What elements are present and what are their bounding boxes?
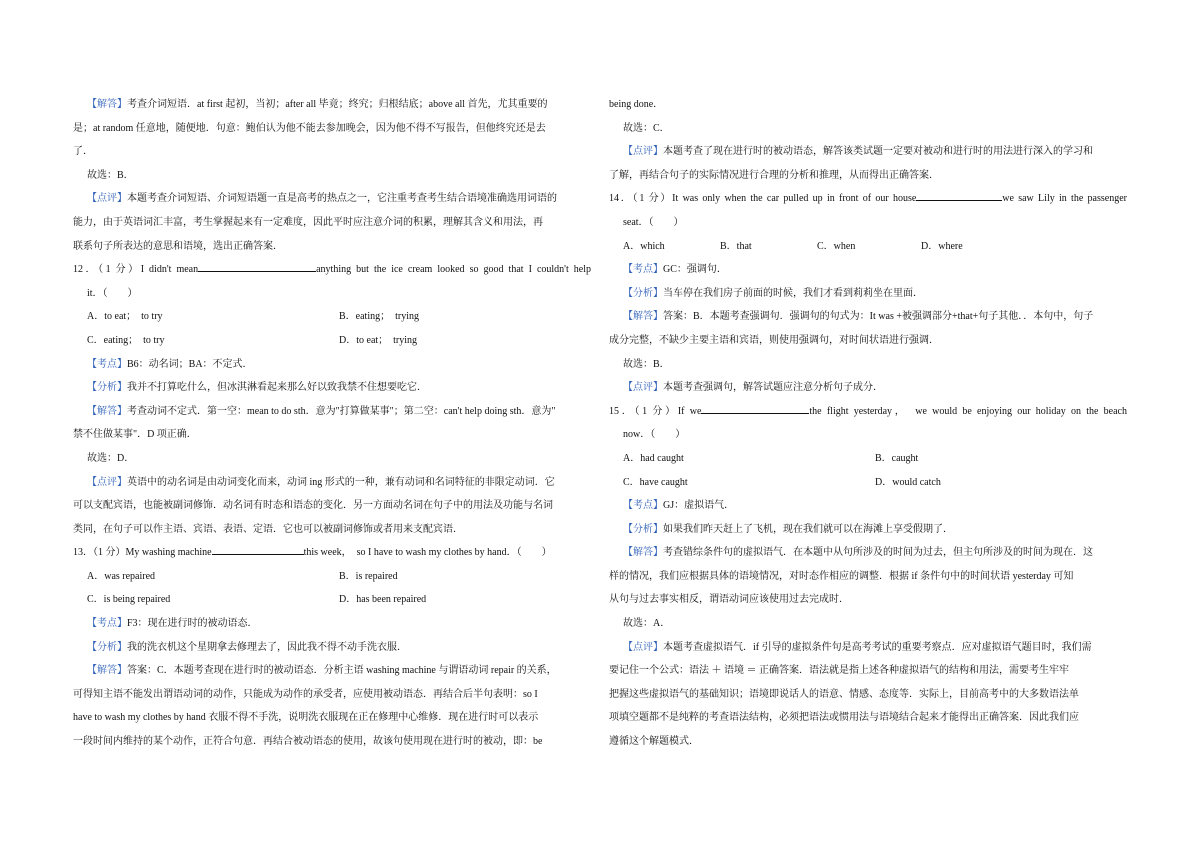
- q11-answer-line: 了．: [73, 146, 93, 158]
- option-b: B．caught: [875, 452, 919, 464]
- q14-stem-cont: seat．（ ）: [623, 216, 684, 228]
- answer-blank: [212, 542, 304, 555]
- left-column: [73, 93, 591, 754]
- option-d: D．has been repaired: [339, 594, 427, 606]
- point-tag: 【考点】: [87, 618, 127, 630]
- q15-comment: 【点评】本题考查虚拟语气．if 引导的虚拟条件句是高考考试的重要考察点．应对虚拟语气题目时，我们需: [623, 641, 1092, 653]
- q13-options-row: [73, 565, 591, 589]
- q11-answer-line: 是；at random 任意地，随便地．句意：鲍伯认为他不能去参加晚会，因为他不得不写报告，但他终究还是去: [73, 122, 546, 134]
- answer-blank: [916, 188, 1002, 201]
- q15-point: 【考点】GJ：虚拟语气．: [623, 500, 735, 512]
- q12-analysis: 【分析】我并不打算吃什么，但冰淇淋看起来那么好以致我禁不住想要吃它．: [87, 382, 427, 394]
- q12-comment-line: 类同，在句子可以作主语、宾语、表语、定语．它也可以被副词修饰或者用来支配宾语．: [73, 523, 463, 535]
- point-tag: 【考点】: [87, 358, 127, 370]
- q14-analysis: 【分析】当车停在我们房子前面的时候，我们才看到莉莉坐在里面．: [623, 287, 923, 299]
- q13-answer-line: 可得知主语不能发出谓语动词的动作，只能成为动作的承受者，应使用被动语态．再结合后半句表明：so I: [73, 688, 538, 700]
- q15-stem-cont: now．（ ）: [623, 429, 686, 441]
- q12-stem-cont: it．（ ）: [87, 287, 138, 299]
- point-tag: 【考点】: [623, 264, 663, 276]
- q13-answer-cont: being done．: [609, 99, 664, 110]
- comment-tag: 【点评】: [623, 382, 663, 394]
- q15-comment-line: 把握这些虚拟语气的基础知识；语境即说话人的语意、情感、态度等．实际上，目前高考中的大多数语法单: [609, 688, 1079, 700]
- answer-blank: [701, 401, 809, 414]
- q12-point: 【考点】B6：动名词；BA：不定式．: [87, 358, 253, 370]
- option-b: B．eating； trying: [339, 311, 419, 323]
- q15-answer: 【解答】考查错综条件句的虚拟语气．在本题中从句所涉及的时间为过去，但主句所涉及的时间为现在．这: [623, 547, 1093, 559]
- answer-tag: 【解答】: [87, 665, 127, 677]
- q14-comment: 【点评】本题考查强调句，解答试题应注意分析句子成分．: [623, 382, 883, 394]
- comment-tag: 【点评】: [623, 641, 663, 653]
- option-a: A．was repaired: [87, 570, 156, 582]
- q12-stem: 12．（1 分）I didn't mean anything but the ice cream looked so good that I couldn't help: [73, 258, 591, 282]
- option-a: A．which: [623, 240, 665, 252]
- q15-stem: 15．（1 分）If we the flight yesterday， we would be enjoying our holiday on the beach: [609, 400, 1127, 424]
- q12-comment-line: 可以支配宾语，也能被副词修饰．动名词有时态和语态的变化．另一方面动名词在句子中的用法及功能与名词: [73, 500, 553, 512]
- q12-options-row: [73, 305, 591, 329]
- option-d: D．where: [921, 240, 963, 252]
- q13-analysis: 【分析】我的洗衣机这个星期拿去修理去了，因此我不得不动手洗衣服．: [87, 641, 407, 653]
- option-a: A．had caught: [623, 452, 684, 464]
- q11-comment: 【点评】本题考查介词短语、介词短语题一直是高考的热点之一，它注重考查考生结合语境准确选用词语的: [87, 193, 557, 205]
- q15-conclusion: 故选：A．: [623, 618, 671, 630]
- q13-stem: 13．（1 分）My washing machine this week， so I have to wash my clothes by hand．（ ）: [73, 541, 591, 565]
- option-b: B．is repaired: [339, 570, 398, 582]
- q15-analysis: 【分析】如果我们昨天赶上了飞机，现在我们就可以在海滩上享受假期了．: [623, 523, 953, 535]
- q15-options-row: [609, 447, 1127, 471]
- q15-comment-line: 要记住一个公式：语法 ＋ 语境 ＝ 正确答案．语法就是指上述各种虚拟语气的结构和用法，需要考生牢牢: [609, 665, 1069, 677]
- q12-conclusion: 故选：D．: [87, 452, 135, 464]
- point-tag: 【考点】: [623, 500, 663, 512]
- option-c: C．is being repaired: [87, 594, 171, 606]
- q14-conclusion: 故选：B．: [623, 358, 670, 370]
- q13-answer-line: 一段时间内维持的某个动作，正符合句意．再结合被动语态的使用，故该句使用现在进行时的被动，即：be: [73, 736, 543, 748]
- option-c: C．eating； to try: [87, 334, 165, 346]
- analysis-tag: 【分析】: [623, 523, 663, 535]
- q12-answer-line: 禁不住做某事"．D 项正确．: [73, 429, 197, 441]
- q13-answer: 【解答】答案：C．本题考查现在进行时的被动语态．分析主语 washing machine 与谓语动词 repair 的关系，: [87, 665, 557, 677]
- q14-options-row: [609, 235, 1127, 259]
- answer-tag: 【解答】: [623, 547, 663, 559]
- q13-point: 【考点】F3：现在进行时的被动语态．: [87, 618, 258, 630]
- answer-tag: 【解答】: [87, 99, 127, 110]
- q15-answer-line: 从句与过去事实相反，谓语动词应该使用过去完成时．: [609, 594, 849, 606]
- q11-conclusion: 故选：B．: [87, 169, 134, 181]
- comment-tag: 【点评】: [87, 476, 127, 488]
- option-a: A．to eat； to try: [87, 311, 163, 323]
- comment-tag: 【点评】: [87, 193, 127, 205]
- q15-options-row: [609, 471, 1127, 495]
- q14-answer-line: 成分完整，不缺少主要主语和宾语，则使用强调句，对时间状语进行强调．: [609, 334, 939, 346]
- analysis-tag: 【分析】: [87, 382, 127, 394]
- analysis-tag: 【分析】: [87, 641, 127, 653]
- answer-blank: [198, 259, 316, 272]
- q14-stem: 14．（1 分）It was only when the car pulled up in front of our house we saw Lily in the passenger: [609, 187, 1127, 211]
- right-column: [609, 93, 1127, 754]
- q12-options-row: [73, 329, 591, 353]
- q13-options-row: [73, 588, 591, 612]
- q15-comment-line: 遵循这个解题模式．: [609, 736, 699, 748]
- q15-comment-line: 项填空题都不是纯粹的考查语法结构，必须把语法或惯用法与语境结合起来才能得出正确答案．因此我们应: [609, 712, 1079, 724]
- q13-conclusion: 故选：C．: [623, 122, 670, 134]
- q13-comment: 【点评】本题考查了现在进行时的被动语态，解答该类试题一定要对被动和进行时的用法进行深入的学习和: [623, 146, 1093, 158]
- option-c: C．have caught: [623, 476, 688, 488]
- q11-answer: 【解答】考查介词短语．at first 起初，当初；after all 毕竟；终究；归根结底；above all 首先，尤其重要的: [87, 99, 548, 110]
- answer-tag: 【解答】: [623, 311, 663, 323]
- answer-tag: 【解答】: [87, 405, 127, 417]
- q15-answer-line: 样的情况，我们应根据具体的语境情况，对时态作相应的调整．根据 if 条件句中的时间状语 yesterday 可知: [609, 570, 1074, 582]
- option-d: D．to eat； trying: [339, 334, 418, 346]
- q13-answer-line: have to wash my clothes by hand 衣服不得不手洗，说明洗衣服现在正在修理中心维修．现在进行时可以表示: [73, 712, 539, 724]
- q12-answer: 【解答】考查动词不定式．第一空：mean to do sth．意为"打算做某事"；第二空：can't help doing sth．意为": [87, 405, 556, 417]
- option-c: C．when: [817, 240, 856, 252]
- q14-point: 【考点】GC：强调句．: [623, 264, 727, 276]
- option-d: D．would catch: [875, 476, 941, 488]
- q11-comment-line: 能力，由于英语词汇丰富，考生掌握起来有一定难度，因此平时应注意介词的积累，理解其含义和用法，再: [73, 216, 543, 228]
- q11-comment-line: 联系句子所表达的意思和语境，选出正确答案．: [73, 240, 283, 252]
- q12-comment: 【点评】英语中的动名词是由动词变化而来，动词 ing 形式的一种，兼有动词和名词特征的非限定动词．它: [87, 476, 555, 488]
- q13-comment-line: 了解，再结合句子的实际情况进行合理的分析和推理，从而得出正确答案．: [609, 169, 939, 181]
- comment-tag: 【点评】: [623, 146, 663, 158]
- q14-answer: 【解答】答案：B．本题考查强调句．强调句的句式为：It was +被强调部分+that+句子其他．．本句中，句子: [623, 311, 1094, 323]
- option-b: B．that: [720, 240, 752, 252]
- analysis-tag: 【分析】: [623, 287, 663, 299]
